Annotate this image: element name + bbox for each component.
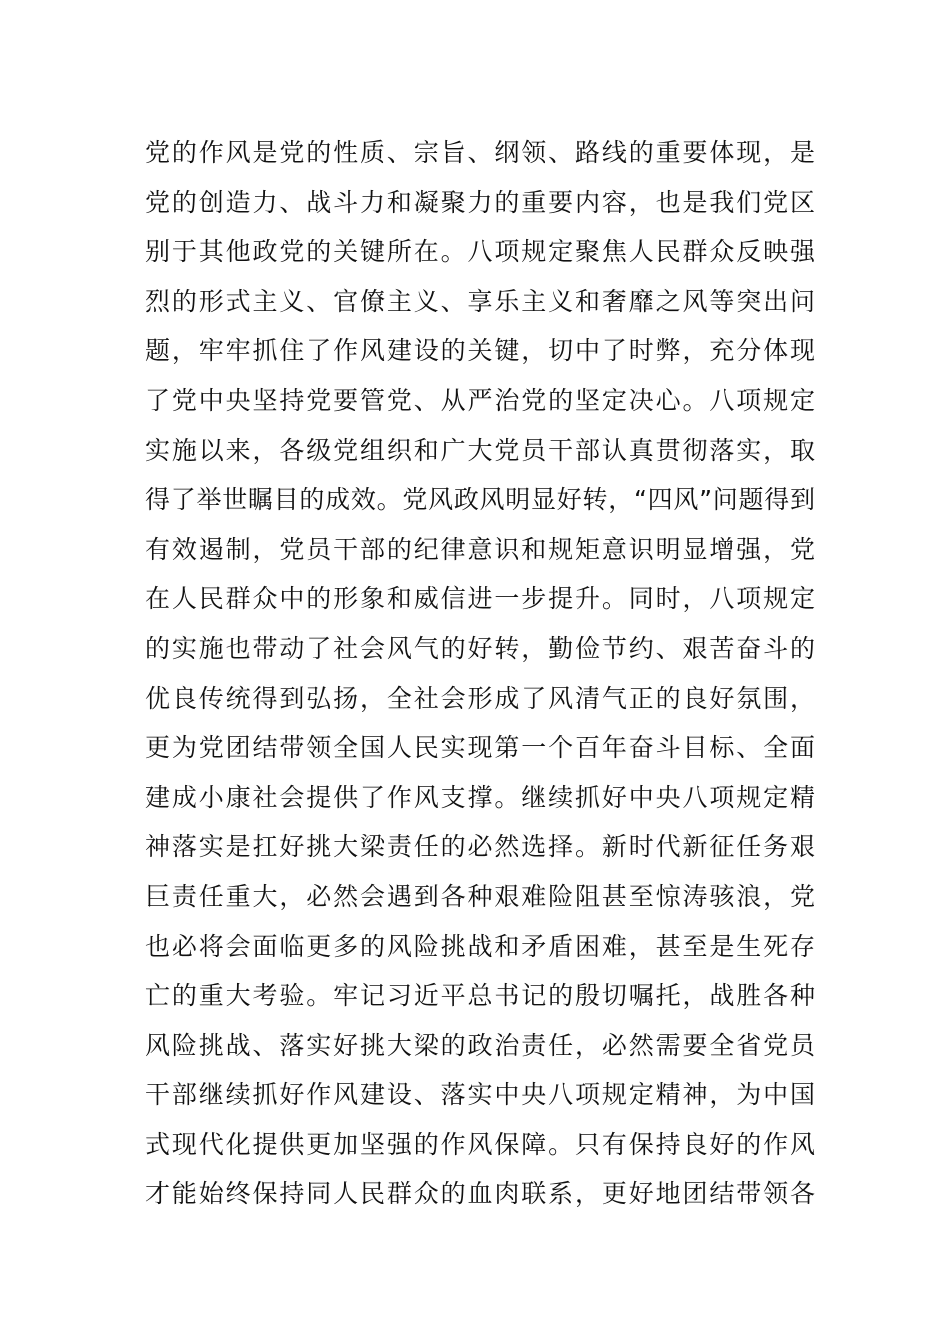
text-line: 亡的重大考验。牢记习近平总书记的殷切嘱托，战胜各种 xyxy=(145,981,815,1011)
text-line: 了党中央坚持党要管党、从严治党的坚定决心。八项规定 xyxy=(145,385,815,415)
text-line: 更为党团结带领全国人民实现第一个百年奋斗目标、全面 xyxy=(145,733,815,763)
text-line: 党的创造力、战斗力和凝聚力的重要内容，也是我们党区 xyxy=(145,187,815,217)
text-line: 有效遏制，党员干部的纪律意识和规矩意识明显增强，党 xyxy=(145,534,815,564)
body-paragraph xyxy=(145,128,815,1219)
text-line: 风险挑战、落实好挑大梁的政治责任，必然需要全省党员 xyxy=(145,1030,815,1060)
text-line: 才能始终保持同人民群众的血肉联系，更好地团结带领各 xyxy=(145,1179,815,1209)
text-line: 得了举世瞩目的成效。党风政风明显好转，“四风”问题得到 xyxy=(145,485,815,515)
text-line: 巨责任重大，必然会遇到各种艰难险阻甚至惊涛骇浪，党 xyxy=(145,881,815,911)
text-line: 题，牢牢抓住了作风建设的关键，切中了时弊，充分体现 xyxy=(145,336,815,366)
text-line: 别于其他政党的关键所在。八项规定聚焦人民群众反映强 xyxy=(145,237,815,267)
text-line: 实施以来，各级党组织和广大党员干部认真贯彻落实，取 xyxy=(145,435,815,465)
text-line: 干部继续抓好作风建设、落实中央八项规定精神，为中国 xyxy=(145,1080,815,1110)
text-line: 也必将会面临更多的风险挑战和矛盾困难，甚至是生死存 xyxy=(145,931,815,961)
text-line: 优良传统得到弘扬，全社会形成了风清气正的良好氛围， xyxy=(145,683,815,713)
text-line: 在人民群众中的形象和威信进一步提升。同时，八项规定 xyxy=(145,584,815,614)
text-line: 神落实是扛好挑大梁责任的必然选择。新时代新征任务艰 xyxy=(145,832,815,862)
text-line: 党的作风是党的性质、宗旨、纲领、路线的重要体现，是 xyxy=(145,138,815,167)
text-line: 式现代化提供更加坚强的作风保障。只有保持良好的作风 xyxy=(145,1129,815,1159)
text-line: 的实施也带动了社会风气的好转，勤俭节约、艰苦奋斗的 xyxy=(145,633,815,663)
text-line: 烈的形式主义、官僚主义、享乐主义和奢靡之风等突出问 xyxy=(145,286,815,316)
text-line: 建成小康社会提供了作风支撑。继续抓好中央八项规定精 xyxy=(145,782,815,812)
